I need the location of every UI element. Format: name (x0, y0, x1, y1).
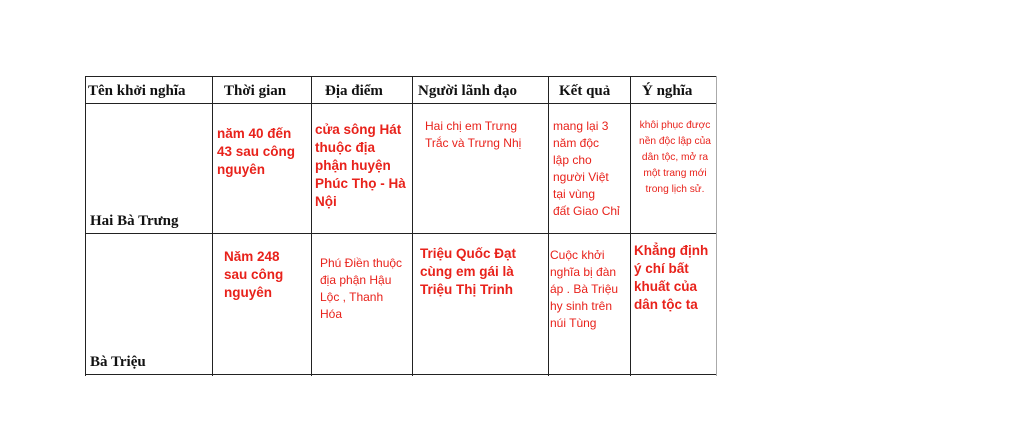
header-result: Kết quả (559, 83, 611, 99)
cell-time-1: năm 40 đến 43 sau công nguyên (217, 126, 296, 177)
cell-time-2: Năm 248 sau công nguyên (224, 249, 284, 300)
col-divider-6 (716, 76, 717, 376)
cell-place-1: cửa sông Hát thuộc địa phận huyện Phúc Thọ - Hà Nội (315, 122, 406, 209)
row-divider (85, 233, 717, 234)
table-border-bottom (85, 374, 717, 375)
cell-result-2: Cuộc khởi nghĩa bị đàn áp . Bà Triệu hy sinh trên núi Tùng (550, 248, 619, 330)
col-divider-5 (630, 76, 631, 376)
col-divider-1 (212, 76, 213, 376)
cell-meaning-1: khôi phục được nền độc lập của dân tộc, mở ra một trang mới trong lịch sử. (639, 120, 711, 195)
col-divider-0 (85, 76, 86, 376)
header-name: Tên khởi nghĩa (88, 83, 186, 99)
cell-place-2: Phú Điền thuộc địa phận Hậu Lộc , Thanh Hóa (320, 256, 403, 321)
cell-meaning-2: Khẳng định ý chí bất khuất của dân tộc ta (634, 243, 709, 312)
row-name-ba-trieu: Bà Triệu (90, 354, 146, 370)
header-meaning: Ý nghĩa (642, 83, 693, 99)
header-divider (85, 103, 717, 104)
col-divider-2 (311, 76, 312, 376)
cell-leader-1: Hai chị em Trưng Trắc và Trưng Nhị (425, 119, 522, 150)
cell-result-1: mang lại 3 năm độc lập cho người Việt tại vùng đất Giao Chỉ (553, 119, 620, 218)
header-leader: Người lãnh đạo (418, 83, 518, 99)
col-divider-3 (412, 76, 413, 376)
header-place: Địa điểm (325, 83, 383, 99)
col-divider-4 (548, 76, 549, 376)
cell-leader-2: Triệu Quốc Đạt cùng em gái là Triệu Thị Trinh (420, 246, 517, 297)
header-time: Thời gian (224, 83, 287, 99)
row-name-hai-ba-trung: Hai Bà Trưng (90, 213, 179, 229)
table-border-top (85, 76, 717, 77)
uprisings-table (85, 76, 717, 376)
